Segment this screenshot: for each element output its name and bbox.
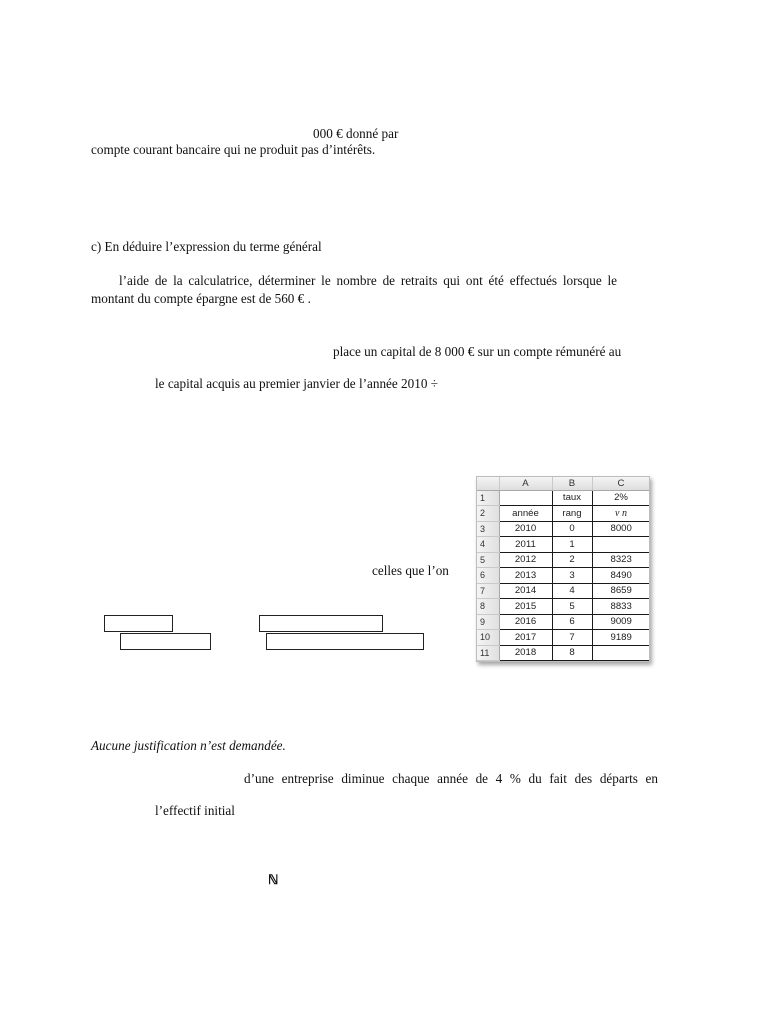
cell-a: 2016 <box>499 614 552 630</box>
cell-a: 2017 <box>499 630 552 646</box>
text-line-4: l’aide de la calculatrice, déterminer le nombre de retraits qui ont été effectués lorsque le <box>119 273 617 288</box>
blank-box-3 <box>120 633 211 650</box>
table-row <box>477 614 650 630</box>
cell-c: 8659 <box>592 583 650 599</box>
cell-c: 9189 <box>592 630 650 646</box>
text-line-8: celles que l’on <box>372 563 449 578</box>
cell-b: taux <box>552 490 592 506</box>
row-header: 4 <box>477 537 499 553</box>
cell-c: 9009 <box>592 614 650 630</box>
column-header-a: A <box>499 477 552 490</box>
text-line-2: compte courant bancaire qui ne produit pas d’intérêts. <box>91 142 376 157</box>
table-row <box>477 568 650 584</box>
table-row <box>477 645 650 661</box>
cell-a: 2015 <box>499 599 552 615</box>
row-header: 7 <box>477 583 499 599</box>
spreadsheet-image <box>476 476 650 662</box>
cell-a: 2014 <box>499 583 552 599</box>
cell-b: 3 <box>552 568 592 584</box>
cell-a: 2013 <box>499 568 552 584</box>
cell-c: 8323 <box>592 552 650 568</box>
table-row <box>477 537 650 553</box>
cell-a: année <box>499 506 552 522</box>
cell-a: 2018 <box>499 645 552 661</box>
column-header-c: C <box>592 477 650 490</box>
cell-b: 2 <box>552 552 592 568</box>
question-c: c) En déduire l’expression du terme général <box>91 239 322 254</box>
cell-c: 8490 <box>592 568 650 584</box>
row-header: 6 <box>477 568 499 584</box>
table-row <box>477 583 650 599</box>
cell-a: 2011 <box>499 537 552 553</box>
text-line-6: place un capital de 8 000 € sur un compte rémunéré au <box>333 344 622 359</box>
cell-b: 0 <box>552 521 592 537</box>
row-header: 11 <box>477 645 499 661</box>
row-header: 8 <box>477 599 499 615</box>
corner-cell <box>477 477 499 490</box>
text-line-11: l’effectif initial <box>155 803 235 818</box>
table-row <box>477 630 650 646</box>
row-header: 3 <box>477 521 499 537</box>
row-header: 10 <box>477 630 499 646</box>
blank-box-4 <box>266 633 424 650</box>
cell-c: v n <box>592 506 650 522</box>
cell-c <box>592 645 650 661</box>
cell-c: 2% <box>592 490 650 506</box>
table-row <box>477 599 650 615</box>
row-header: 1 <box>477 490 499 506</box>
table-row <box>477 506 650 522</box>
cell-b: 4 <box>552 583 592 599</box>
blank-box-1 <box>104 615 173 632</box>
blank-box-2 <box>259 615 383 632</box>
spreadsheet-body <box>477 490 650 661</box>
table-row <box>477 490 650 506</box>
cell-a: 2012 <box>499 552 552 568</box>
cell-b: 7 <box>552 630 592 646</box>
text-line-5: montant du compte épargne est de 560 € . <box>91 291 311 306</box>
spreadsheet-table <box>477 477 650 661</box>
text-line-1: 000 € donné par <box>313 126 399 141</box>
cell-b: 8 <box>552 645 592 661</box>
column-header-b: B <box>552 477 592 490</box>
row-header: 5 <box>477 552 499 568</box>
text-line-10: d’une entreprise diminue chaque année de 4 % du fait des départs en <box>244 771 658 786</box>
cell-c: 8833 <box>592 599 650 615</box>
cell-b: 6 <box>552 614 592 630</box>
row-header: 9 <box>477 614 499 630</box>
cell-b: rang <box>552 506 592 522</box>
cell-c <box>592 537 650 553</box>
no-justification-note: Aucune justification n’est demandée. <box>91 738 286 753</box>
naturals-symbol: ℕ <box>268 872 279 887</box>
cell-c: 8000 <box>592 521 650 537</box>
table-row <box>477 552 650 568</box>
cell-b: 5 <box>552 599 592 615</box>
text-line-7: le capital acquis au premier janvier de l’année 2010 ÷ <box>155 376 438 391</box>
cell-b: 1 <box>552 537 592 553</box>
cell-a: 2010 <box>499 521 552 537</box>
row-header: 2 <box>477 506 499 522</box>
table-row <box>477 521 650 537</box>
cell-a <box>499 490 552 506</box>
